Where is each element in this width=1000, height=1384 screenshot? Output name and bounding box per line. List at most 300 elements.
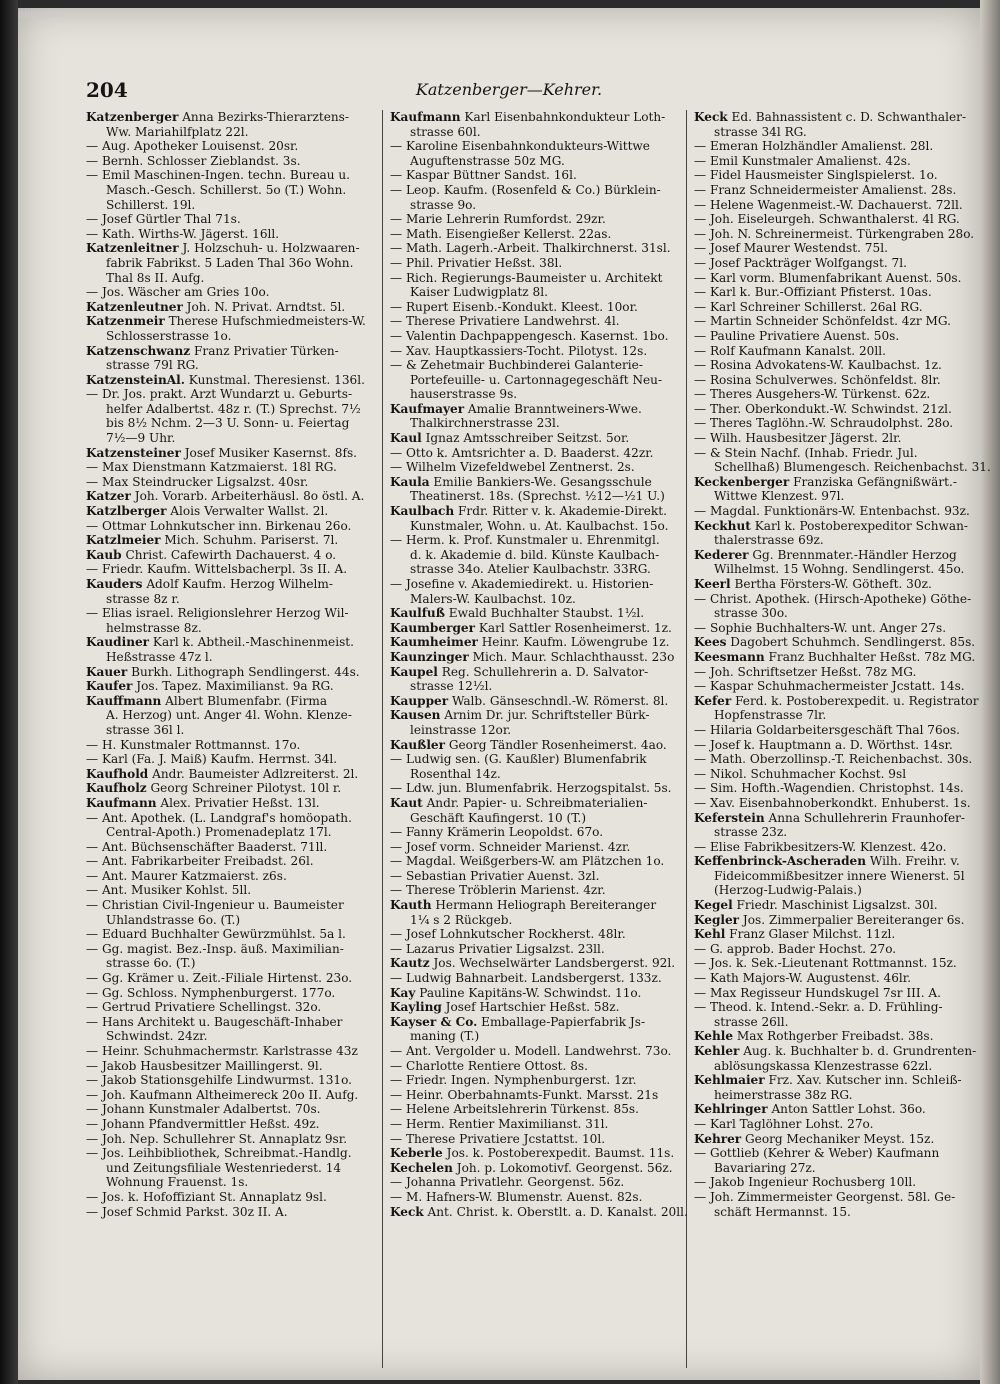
directory-entry	[86, 533, 374, 548]
entry-surname: Katzlberger	[86, 504, 167, 519]
directory-entry	[694, 840, 952, 855]
entry-text: Joh. N. Privat. Arndtst. 5l.	[182, 299, 346, 314]
directory-entry	[694, 1102, 952, 1117]
directory-entry	[694, 883, 952, 898]
entry-text: — Rosina Advokatens-W. Kaulbachst. 1z.	[694, 358, 942, 373]
directory-entry	[390, 227, 678, 242]
directory-entry	[86, 1175, 374, 1190]
entry-text: — Jakob Ingenieur Rochusberg 10ll.	[694, 1175, 917, 1190]
directory-entry	[694, 460, 991, 475]
directory-entry	[694, 431, 952, 446]
entry-surname: Kaunzinger	[390, 649, 469, 664]
directory-entry	[86, 373, 374, 388]
entry-text: — Nikol. Schuhmacher Kochst. 9sl	[694, 766, 907, 781]
directory-entry	[694, 577, 952, 592]
entry-text: — M. Hafners-W. Blumenstr. Auenst. 82s.	[390, 1189, 643, 1204]
directory-entry	[86, 344, 374, 359]
entry-text: — Joh. Zimmermeister Georgenst. 58l. Ge-	[694, 1189, 956, 1204]
entry-text: — Karl k. Bur.-Offiziant Pfisterst. 10as.	[694, 285, 932, 300]
directory-entry	[694, 606, 952, 621]
entry-surname: Kaul	[390, 431, 422, 446]
entry-text: — Math. Lagerh.-Arbeit. Thalkirchnerst. 31sl.	[390, 241, 671, 256]
directory-entry	[390, 358, 678, 373]
directory-entry	[86, 562, 374, 577]
entry-text: — Helene Wagenmeist.-W. Dachauerst. 72ll.	[694, 197, 963, 212]
directory-entry	[86, 650, 374, 665]
directory-entry	[694, 256, 952, 271]
entry-surname: Kaulbach	[390, 504, 455, 519]
entry-text: strasse 9o.	[410, 197, 477, 212]
directory-entry	[86, 460, 374, 475]
entry-surname: Katzer	[86, 489, 131, 504]
entry-text: — Joh. Nep. Schullehrer St. Annaplatz 9sr.	[86, 1131, 348, 1146]
directory-entry	[86, 942, 374, 957]
directory-entry	[86, 314, 374, 329]
entry-surname: Kaufholz	[86, 781, 147, 796]
entry-surname: Kautz	[390, 956, 430, 971]
entry-text: — Wilh. Hausbesitzer Jägerst. 2lr.	[694, 431, 902, 446]
column-1	[86, 110, 374, 1368]
directory-entry	[694, 1161, 952, 1176]
directory-entry	[390, 913, 678, 928]
entry-text: Emilie Bankiers-We. Gesangsschule	[429, 474, 652, 489]
directory-entry	[86, 358, 374, 373]
directory-entry	[86, 1044, 374, 1059]
running-title: Katzenberger—Kehrer.	[415, 80, 603, 99]
entry-text: Kunstmaler, Wohn. u. At. Kaulbachst. 15o.	[410, 518, 669, 533]
entry-text: — Pauline Privatiere Auenst. 50s.	[694, 328, 900, 343]
entry-text: — Franz Schneidermeister Amalienst. 28s.	[694, 182, 957, 197]
entry-surname: Keerl	[694, 577, 731, 591]
directory-entry	[390, 212, 678, 227]
directory-entry	[390, 446, 678, 461]
directory-entry	[390, 1073, 678, 1088]
directory-entry	[694, 139, 952, 154]
entry-surname: Keckenberger	[694, 474, 790, 489]
directory-entry	[694, 1088, 952, 1103]
directory-entry	[390, 811, 678, 826]
directory-entry	[86, 781, 374, 796]
directory-entry	[694, 795, 971, 811]
entry-text: Georg Tändler Rosenheimerst. 4ao.	[445, 737, 667, 752]
directory-entry	[390, 854, 678, 869]
entry-text: — G. approb. Bader Hochst. 27o.	[694, 941, 897, 956]
entry-text: — Gg. magist. Bez.-Insp. äuß. Maximilian-	[86, 941, 344, 956]
directory-entry	[86, 825, 374, 840]
directory-entry	[390, 139, 678, 154]
directory-entry	[86, 387, 374, 402]
entry-text: — Ant. Musiker Kohlst. 5ll.	[86, 883, 252, 898]
directory-entry	[86, 986, 374, 1001]
directory-entry	[390, 329, 678, 344]
directory-entry	[390, 1146, 678, 1161]
entry-text: — Johanna Privatlehr. Georgenst. 56z.	[390, 1175, 625, 1190]
entry-text: Schwindst. 24zr.	[106, 1029, 208, 1044]
directory-entry	[86, 1088, 374, 1103]
directory-entry	[390, 1175, 678, 1190]
directory-entry	[86, 592, 374, 607]
directory-entry	[390, 971, 678, 986]
entry-text: Uhlandstrasse 6o. (T.)	[106, 912, 241, 927]
entry-text: Ewald Buchhalter Staubst. 1½l.	[444, 606, 645, 621]
directory-entry	[86, 927, 374, 942]
directory-entry	[694, 942, 952, 957]
directory-entry	[390, 431, 678, 446]
directory-entry	[390, 825, 678, 840]
directory-entry	[694, 752, 973, 767]
directory-entry	[694, 489, 952, 504]
entry-text: hauserstrasse 9s.	[410, 387, 518, 402]
entry-text: — Otto k. Amtsrichter a. D. Baaderst. 42zr.	[390, 445, 654, 460]
entry-text: Karl Eisenbahnkondukteur Loth-	[460, 110, 666, 124]
entry-text: — Dr. Jos. prakt. Arzt Wundarzt u. Geburts-	[86, 387, 353, 402]
entry-surname: Kehl	[694, 927, 726, 942]
entry-text: helmstrasse 8z.	[106, 620, 202, 635]
entry-surname: Katzenmeir	[86, 314, 165, 329]
directory-entry	[390, 1015, 678, 1030]
directory-entry	[390, 592, 678, 607]
directory-entry	[390, 650, 678, 665]
entry-text: — Josef Lohnkutscher Rockherst. 48lr.	[390, 927, 626, 942]
entry-text: Wohnung Frauenst. 1s.	[106, 1175, 249, 1190]
directory-page	[18, 8, 991, 1380]
directory-entry	[86, 840, 374, 855]
entry-text: Theatinerst. 18s. (Sprechst. ½12—½1 U.)	[410, 489, 665, 504]
directory-entry	[390, 533, 678, 548]
directory-entry	[86, 1190, 374, 1205]
entry-text: — Joh. N. Schreinermeist. Türkengraben 28o.	[694, 226, 975, 241]
entry-text: Wilhelmst. 15 Wohng. Sendlingerst. 45o.	[714, 562, 965, 577]
entry-text: — & Zehetmair Buchbinderei Galanterie-	[390, 358, 643, 373]
entry-text: Joh. p. Lokomotivf. Georgenst. 56z.	[452, 1160, 673, 1175]
entry-surname: Kayling	[390, 1000, 442, 1015]
directory-entry	[390, 1000, 678, 1015]
entry-text: Burkh. Lithograph Sendlingerst. 44s.	[127, 664, 360, 679]
directory-entry	[390, 1161, 678, 1176]
entry-surname: Kederer	[694, 547, 749, 562]
entry-text: Schillerst. 19l.	[106, 197, 196, 212]
entry-text: — Friedr. Ingen. Nymphenburgerst. 1zr.	[390, 1073, 637, 1088]
directory-entry	[694, 387, 952, 402]
entry-text: Anna Bezirks-Thierarztens-	[178, 110, 349, 124]
entry-text: strasse 34l RG.	[714, 124, 807, 139]
directory-entry	[694, 402, 952, 417]
entry-text: Albert Blumenfabr. (Firma	[161, 693, 328, 708]
directory-entry	[86, 1161, 374, 1176]
directory-entry	[694, 1205, 952, 1220]
directory-entry	[86, 1102, 374, 1117]
directory-entry	[86, 723, 374, 738]
directory-entry	[694, 591, 972, 607]
entry-surname: Kehle	[694, 1029, 734, 1044]
entry-text: bis 8½ Nchm. 2—3 U. Sonn- u. Feiertag	[106, 416, 350, 431]
entry-text: Rosenthal 14z.	[410, 766, 501, 781]
directory-entry	[86, 139, 374, 154]
entry-text: schäft Hermannst. 15.	[714, 1204, 851, 1219]
directory-entry	[390, 125, 678, 140]
entry-text: Adolf Kaufm. Herzog Wilhelm-	[142, 577, 333, 591]
entry-surname: Kauders	[86, 577, 143, 591]
directory-entry	[694, 1000, 952, 1015]
directory-entry	[86, 913, 374, 928]
directory-entry	[694, 665, 952, 680]
directory-entry	[694, 1073, 962, 1088]
directory-entry	[390, 183, 678, 198]
directory-entry	[86, 227, 374, 242]
entry-text: — Josef Gürtler Thal 71s.	[86, 212, 241, 227]
entry-text: — Magdal. Weißgerbers-W. am Plätzchen 1o.	[390, 854, 665, 869]
entry-text: — Ludwig sen. (G. Kaußler) Blumenfabrik	[390, 752, 647, 767]
entry-text: — Jos. k. Hofoffiziant St. Annaplatz 9sl.	[86, 1189, 327, 1204]
entry-text: Franz Privatier Türken-	[190, 343, 339, 358]
entry-text: Geschäft Kaufingerst. 10 (T.)	[410, 810, 587, 825]
directory-entry	[390, 708, 678, 723]
column-3	[694, 110, 991, 1368]
directory-entry	[694, 1015, 952, 1030]
entry-text: Dagobert Schuhmch. Sendlingerst. 85s.	[726, 635, 976, 650]
entry-text: Central-Apoth.) Promenadeplatz 17l.	[106, 825, 332, 840]
entry-text: — Jakob Hausbesitzer Maillingerst. 9l.	[86, 1058, 323, 1073]
directory-entry	[390, 1102, 678, 1117]
entry-text: — Hans Architekt u. Baugeschäft-Inhaber	[86, 1014, 343, 1029]
entry-text: Mich. Schuhm. Pariserst. 7l.	[160, 533, 339, 548]
entry-text: Amalie Branntweiners-Wwe.	[464, 401, 642, 416]
entry-surname: Keferstein	[694, 810, 765, 825]
directory-entry	[390, 956, 678, 971]
entry-text: — Kaspar Schuhmachermeister Jcstatt. 14s.	[694, 679, 965, 694]
directory-entry	[694, 504, 970, 519]
directory-entry	[390, 1044, 678, 1059]
entry-surname: Katzenleutner	[86, 299, 183, 314]
entry-text: — Max Dienstmann Katzmaierst. 18l RG.	[86, 460, 337, 475]
entry-text: — Wilhelm Vizefeldwebel Zentnerst. 2s.	[390, 460, 635, 475]
directory-entry	[390, 519, 678, 534]
directory-entry	[694, 1059, 952, 1074]
entry-text: Max Rothgerber Freibadst. 38s.	[733, 1029, 934, 1044]
entry-text: — Joh. Schriftsetzer Heßst. 78z MG.	[694, 664, 917, 679]
entry-text: — Kaspar Büttner Sandst. 16l.	[390, 168, 577, 183]
directory-entry	[86, 183, 374, 198]
entry-text: strasse 30o.	[714, 606, 788, 621]
directory-entry	[86, 329, 374, 344]
entry-text: — Fanny Krämerin Leopoldst. 67o.	[390, 825, 604, 840]
columns-container	[86, 110, 991, 1368]
directory-entry	[694, 854, 960, 869]
entry-text: — Ant. Maurer Katzmaierst. z6s.	[86, 868, 287, 883]
directory-entry	[390, 694, 678, 709]
directory-entry	[86, 256, 374, 271]
directory-entry	[694, 474, 957, 490]
entry-text: — Phil. Privatier Heßst. 38l.	[390, 255, 563, 270]
directory-entry	[86, 489, 374, 504]
entry-text: strasse 8z r.	[106, 591, 180, 606]
entry-surname: Kauer	[86, 664, 128, 679]
entry-surname: Kaufmann	[86, 795, 157, 810]
entry-text: leinstrasse 12or.	[410, 722, 512, 737]
directory-entry	[390, 504, 678, 519]
directory-entry	[86, 869, 374, 884]
directory-entry	[390, 562, 678, 577]
entry-text: — Josef Schmid Parkst. 30z II. A.	[86, 1204, 288, 1219]
directory-entry	[390, 271, 678, 286]
directory-entry	[390, 840, 678, 855]
directory-entry	[694, 1117, 952, 1132]
column-2	[390, 110, 688, 1368]
entry-surname: Keck	[390, 1204, 424, 1219]
directory-entry	[86, 708, 374, 723]
entry-text: 7½—9 Uhr.	[106, 431, 176, 446]
entry-text: Friedr. Maschinist Ligsalzst. 30l.	[732, 898, 938, 913]
directory-entry	[390, 285, 678, 300]
entry-text: — Johann Pfandvermittler Heßst. 49z.	[86, 1116, 320, 1131]
directory-entry	[390, 416, 678, 431]
directory-entry	[390, 344, 678, 359]
entry-text: A. Herzog) unt. Anger 4l. Wohn. Klenze-	[106, 708, 352, 723]
directory-entry	[390, 1117, 678, 1132]
entry-text: — Therese Privatiere Landwehrst. 4l.	[390, 314, 620, 329]
directory-entry	[390, 314, 678, 329]
entry-text: Malers-W. Kaulbachst. 10z.	[410, 591, 576, 606]
entry-text: Bavariaring 27z.	[714, 1160, 816, 1175]
directory-entry	[694, 912, 965, 928]
entry-text: Hermann Heliograph Bereiteranger	[431, 898, 657, 913]
directory-entry	[86, 883, 374, 898]
entry-surname: Kehler	[694, 1044, 740, 1058]
entry-text: — Therese Tröblerin Marienst. 4zr.	[390, 883, 606, 898]
entry-text: — Max Regisseur Hundskugel 7sr III. A.	[694, 985, 941, 1000]
directory-entry	[86, 956, 374, 971]
entry-surname: Kechelen	[390, 1160, 453, 1175]
directory-entry	[86, 665, 374, 680]
page-header	[86, 78, 932, 108]
directory-entry	[86, 694, 374, 709]
directory-entry	[694, 679, 965, 694]
entry-text: — Herm. Rentier Maximilianst. 31l.	[390, 1116, 609, 1131]
entry-text: Alois Verwalter Wallst. 2l.	[166, 504, 329, 519]
directory-entry	[86, 811, 374, 826]
entry-text: Josef Musiker Kasernst. 8fs.	[180, 445, 358, 460]
entry-text: — Marie Lehrerin Rumfordst. 29zr.	[390, 212, 606, 227]
directory-entry	[86, 504, 374, 519]
directory-entry	[694, 344, 952, 359]
entry-surname: Kaufhold	[86, 766, 149, 781]
entry-text: Ww. Mariahilfplatz 22l.	[106, 124, 249, 139]
entry-text: — Xav. Eisenbahnoberkondkt. Enhuberst. 1s.	[694, 795, 971, 810]
directory-entry	[694, 738, 952, 753]
entry-text: strasse 6o. (T.)	[106, 956, 196, 971]
entry-text: Jos. Tapez. Maximilianst. 9a RG.	[132, 679, 334, 694]
entry-text: strasse 79l RG.	[106, 358, 199, 373]
entry-text: — Rich. Regierungs-Baumeister u. Architekt	[390, 270, 663, 285]
directory-entry	[390, 635, 678, 650]
entry-text: — Herm. k. Prof. Kunstmaler u. Ehrenmitgl.	[390, 533, 660, 548]
entry-text: — Christ. Apothek. (Hirsch-Apotheke) Göthe-	[694, 591, 972, 606]
page-edge	[980, 0, 1000, 1384]
directory-entry	[694, 722, 961, 738]
entry-text: Arnim Dr. jur. Schriftsteller Bürk-	[440, 708, 650, 723]
entry-text: Bertha Försters-W. Götheft. 30z.	[730, 577, 932, 591]
directory-entry	[694, 416, 952, 431]
entry-text: — Leop. Kaufm. (Rosenfeld & Co.) Bürklein-	[390, 182, 661, 197]
directory-entry	[694, 868, 965, 884]
directory-entry	[694, 649, 976, 665]
directory-entry	[86, 431, 374, 446]
entry-text: — Kath. Wirths-W. Jägerst. 16ll.	[86, 226, 280, 241]
entry-text: — Joh. Eiseleurgeh. Schwanthalerst. 4l RG.	[694, 212, 960, 227]
directory-entry	[694, 1189, 956, 1205]
directory-entry	[390, 1204, 688, 1220]
directory-entry	[694, 241, 952, 256]
entry-text: Portefeuille- u. Cartonnagegeschäft Neu-	[410, 372, 663, 387]
directory-entry	[694, 154, 952, 169]
entry-text: Ed. Bahnassistent c. D. Schwanthaler-	[727, 110, 967, 124]
directory-entry	[694, 767, 952, 782]
entry-text: Heßstrasse 47z l.	[106, 649, 213, 664]
entry-text: — Christian Civil-Ingenieur u. Baumeister	[86, 898, 344, 913]
entry-text: Reg. Schullehrerin a. D. Salvator-	[437, 664, 649, 679]
directory-entry	[694, 781, 964, 796]
directory-entry	[694, 635, 976, 650]
directory-entry	[86, 796, 374, 811]
entry-text: Jos. k. Postoberexpedit. Baumst. 11s.	[442, 1146, 675, 1161]
entry-text: Fideicommißbesitzer innere Wienerst. 5l	[714, 868, 965, 883]
entry-surname: Katzlmeier	[86, 533, 161, 548]
directory-entry	[86, 738, 374, 753]
entry-surname: Kausen	[390, 708, 441, 723]
directory-entry	[390, 898, 678, 913]
entry-text: — Hilaria Goldarbeitersgeschäft Thal 76os.	[694, 722, 961, 737]
entry-surname: Kaut	[390, 795, 423, 810]
entry-surname: KatzensteinAl.	[86, 372, 185, 387]
entry-text: Georg Mechaniker Meyst. 15z.	[741, 1131, 935, 1146]
entry-text: helfer Adalbertst. 48z r. (T.) Sprechst. 7½	[106, 401, 361, 416]
entry-text: — Jos. Leihbibliothek, Schreibmat.-Handlg.	[86, 1146, 352, 1161]
entry-text: — Eduard Buchhalter Gewürzmühlst. 5a l.	[86, 927, 346, 942]
directory-entry	[694, 1132, 952, 1147]
directory-entry	[390, 402, 678, 417]
entry-text: Kaiser Ludwigplatz 8l.	[410, 285, 548, 300]
directory-entry	[694, 971, 952, 986]
entry-text: — & Stein Nachf. (Inhab. Friedr. Jul.	[694, 445, 918, 460]
directory-entry	[86, 1000, 374, 1015]
entry-text: — Gg. Krämer u. Zeit.-Filiale Hirtenst. 23o.	[86, 971, 353, 986]
entry-text: Jos. Zimmerpalier Bereiteranger 6s.	[739, 912, 965, 927]
directory-entry	[694, 358, 952, 373]
directory-entry	[390, 986, 678, 1001]
directory-entry	[694, 197, 963, 213]
entry-text: fabrik Fabrikst. 5 Laden Thal 36o Wohn.	[106, 255, 354, 270]
directory-entry	[390, 679, 678, 694]
directory-entry	[694, 314, 952, 329]
directory-entry	[86, 1132, 374, 1147]
directory-entry	[694, 708, 952, 723]
entry-surname: Kaupper	[390, 693, 449, 708]
entry-text: J. Holzschuh- u. Holzwaaren-	[178, 241, 360, 256]
entry-text: — Theod. k. Intend.-Sekr. a. D. Frühling-	[694, 1000, 943, 1015]
directory-entry	[694, 986, 952, 1001]
entry-surname: Keffenbrinck-Ascheraden	[694, 854, 867, 869]
entry-text: Andr. Baumeister Adlzreiterst. 2l.	[148, 766, 359, 781]
corner-mark: 00098347	[18, 10, 67, 21]
entry-text: Ant. Christ. k. Oberstlt. a. D. Kanalst. 20ll.	[423, 1204, 688, 1219]
entry-surname: Keberle	[390, 1146, 443, 1161]
entry-text: strasse 34o. Atelier Kaulbachstr. 33RG.	[410, 562, 651, 577]
entry-text: — Lazarus Privatier Ligsalzst. 23ll.	[390, 941, 605, 956]
entry-text: — Josef Maurer Westendst. 75l.	[694, 241, 888, 256]
entry-surname: Kaußler	[390, 737, 445, 752]
directory-entry	[86, 168, 374, 183]
directory-entry	[86, 212, 374, 227]
